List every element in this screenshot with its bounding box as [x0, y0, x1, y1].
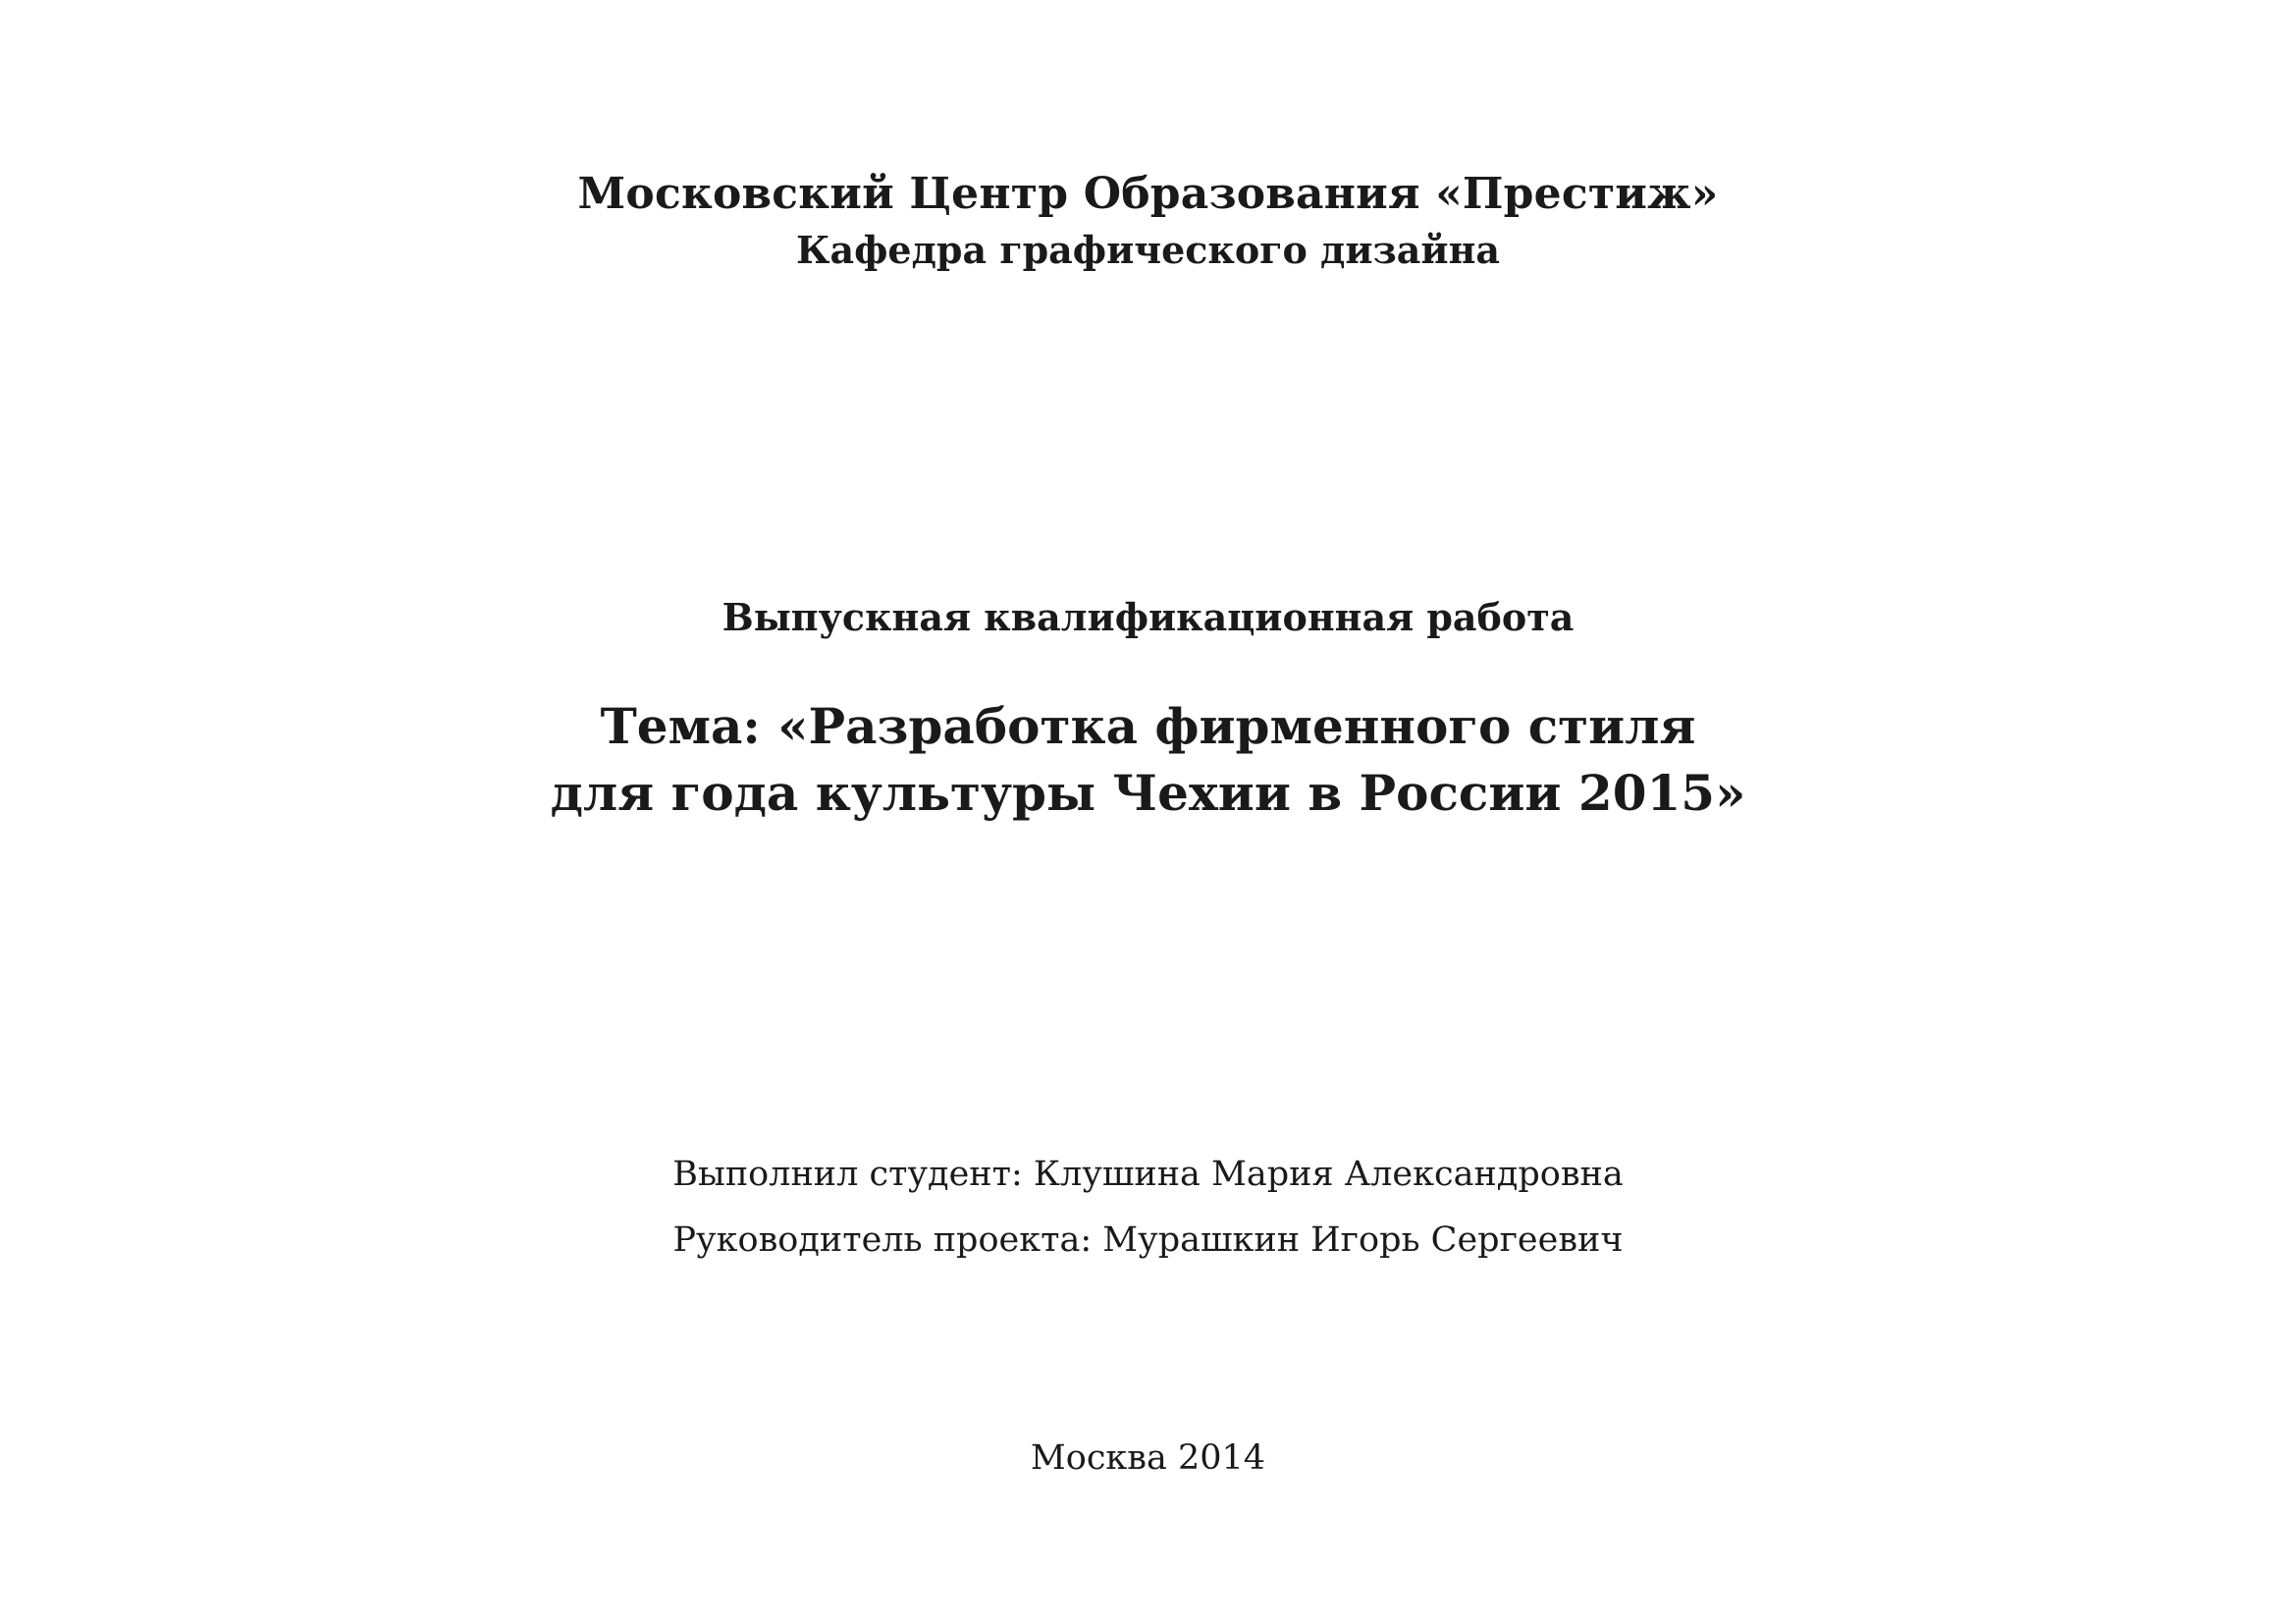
- city-year: Москва 2014: [1030, 1438, 1266, 1478]
- topic-line-2: для года культуры Чехии в России 2015»: [550, 764, 1746, 822]
- supervisor-credit: Руководитель проекта: Мурашкин Игорь Сергеевич: [672, 1220, 1624, 1260]
- work-type: Выпускная квалификационная работа: [721, 595, 1575, 639]
- department-name: Кафедра графического дизайна: [795, 228, 1501, 272]
- student-credit: Выполнил студент: Клушина Мария Александровна: [672, 1155, 1624, 1194]
- topic-line-1: Тема: «Разработка фирменного стиля: [600, 697, 1696, 755]
- institution-name: Московский Центр Образования «Престиж»: [577, 169, 1719, 219]
